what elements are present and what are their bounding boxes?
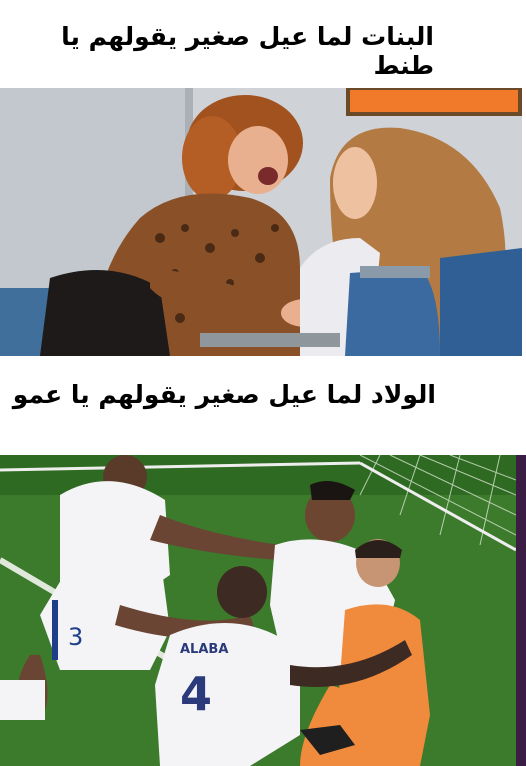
jersey-name: ALABA [180, 642, 229, 657]
bottom-caption: الولاد لما عيل صغير يقولهم يا عمو [0, 358, 526, 454]
jersey-number-4: 4 [180, 667, 213, 721]
top-caption: البنات لما عيل صغير يقولهم يا طنط [0, 0, 526, 88]
right-edge-bar [516, 455, 526, 766]
women-scene-photo [0, 88, 522, 356]
jersey-number-3: 3 [68, 623, 84, 651]
football-celebration-photo [0, 455, 516, 766]
